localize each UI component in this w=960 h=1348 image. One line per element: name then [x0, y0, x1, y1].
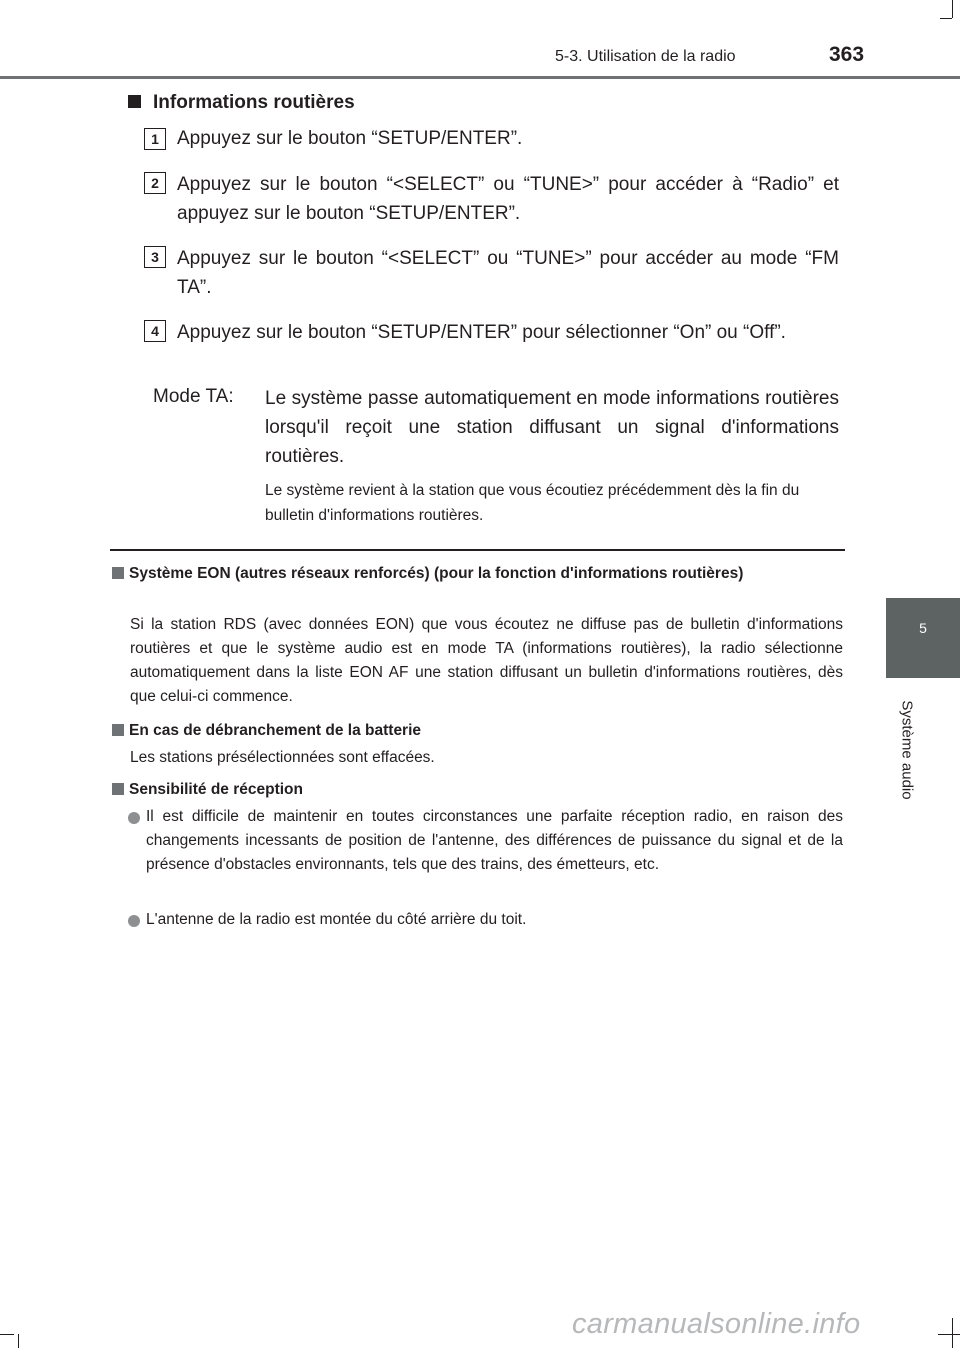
reception-bullet-1: Il est difficile de maintenir en toutes circonstances une parfaite réception radio, en raison des changements incessants de position de l'antenne, des différences de puissance du signal et de la présence d'obstacles environnants, tels que des trains, des émetteurs, etc. — [146, 808, 843, 873]
chapter-tab-label-wrap — [893, 690, 921, 810]
crop-mark — [0, 1334, 14, 1335]
page-number: 363 — [829, 43, 865, 66]
note-title-reception-text: Sensibilité de réception — [129, 781, 303, 798]
round-bullet-icon — [128, 812, 140, 824]
chapter-tab: 5 — [886, 598, 960, 678]
section-heading-text: Informations routières — [153, 92, 355, 113]
mode-ta-description: Le système passe automatiquement en mode informations routières lorsqu'il reçoit une station diffusant un signal d'informations routières. — [265, 388, 839, 467]
square-bullet-icon — [112, 567, 124, 579]
crop-mark — [938, 1334, 960, 1335]
step-number-1: 1 — [144, 128, 166, 150]
step-text-3: Appuyez sur le bouton “<SELECT” ou “TUNE>” pour accéder au mode “FM TA”. — [177, 248, 839, 298]
step-number-2: 2 — [144, 172, 166, 194]
step-text-1: Appuyez sur le bouton “SETUP/ENTER”. — [177, 128, 523, 149]
mode-ta-note: Le système revient à la station que vous écoutiez précédemment dès la fin du bulletin d'informations routières. — [265, 482, 800, 524]
note-text-eon: Si la station RDS (avec données EON) que vous écoutez ne diffuse pas de bulletin d'informations routières et que le système audio est en mode TA (informations routières), la radio sélectionne automatiquement dans la liste EON AF une station diffusant un bulletin d'informations routières, dès que celui-ci commence. — [130, 616, 843, 705]
running-header-section: 5-3. Utilisation de la radio — [555, 48, 736, 65]
note-text-battery: Les stations présélectionnées sont effacées. — [130, 749, 435, 766]
section-heading — [128, 92, 355, 114]
crop-mark — [952, 1318, 953, 1348]
step-text-2: Appuyez sur le bouton “<SELECT” ou “TUNE>” pour accéder à “Radio” et appuyez sur le bouton “SETUP/ENTER”. — [177, 174, 839, 224]
note-title-battery-text: En cas de débranchement de la batterie — [129, 722, 422, 739]
square-bullet-icon — [128, 95, 141, 108]
watermark: carmanualsonline.info — [572, 1308, 861, 1340]
crop-mark — [18, 1334, 19, 1348]
note-title-battery — [112, 719, 844, 743]
square-bullet-icon — [112, 783, 124, 795]
step-number-3: 3 — [144, 246, 166, 268]
step-number-4: 4 — [144, 320, 166, 342]
header-rule — [0, 76, 960, 79]
note-title-eon — [112, 562, 844, 586]
square-bullet-icon — [112, 724, 124, 736]
reception-bullet-2: L'antenne de la radio est montée du côté arrière du toit. — [146, 911, 527, 928]
crop-mark — [940, 18, 952, 19]
note-title-eon-text: Système EON (autres réseaux renforcés) (pour la fonction d'informations routières) — [129, 565, 744, 582]
note-title-reception — [112, 778, 844, 802]
step-text-4: Appuyez sur le bouton “SETUP/ENTER” pour sélectionner “On” ou “Off”. — [177, 322, 786, 343]
chapter-tab-label: Système audio — [898, 700, 916, 800]
round-bullet-icon — [128, 915, 140, 927]
crop-mark — [952, 0, 953, 18]
section-divider — [110, 549, 845, 551]
mode-ta-label: Mode TA: — [153, 386, 234, 407]
